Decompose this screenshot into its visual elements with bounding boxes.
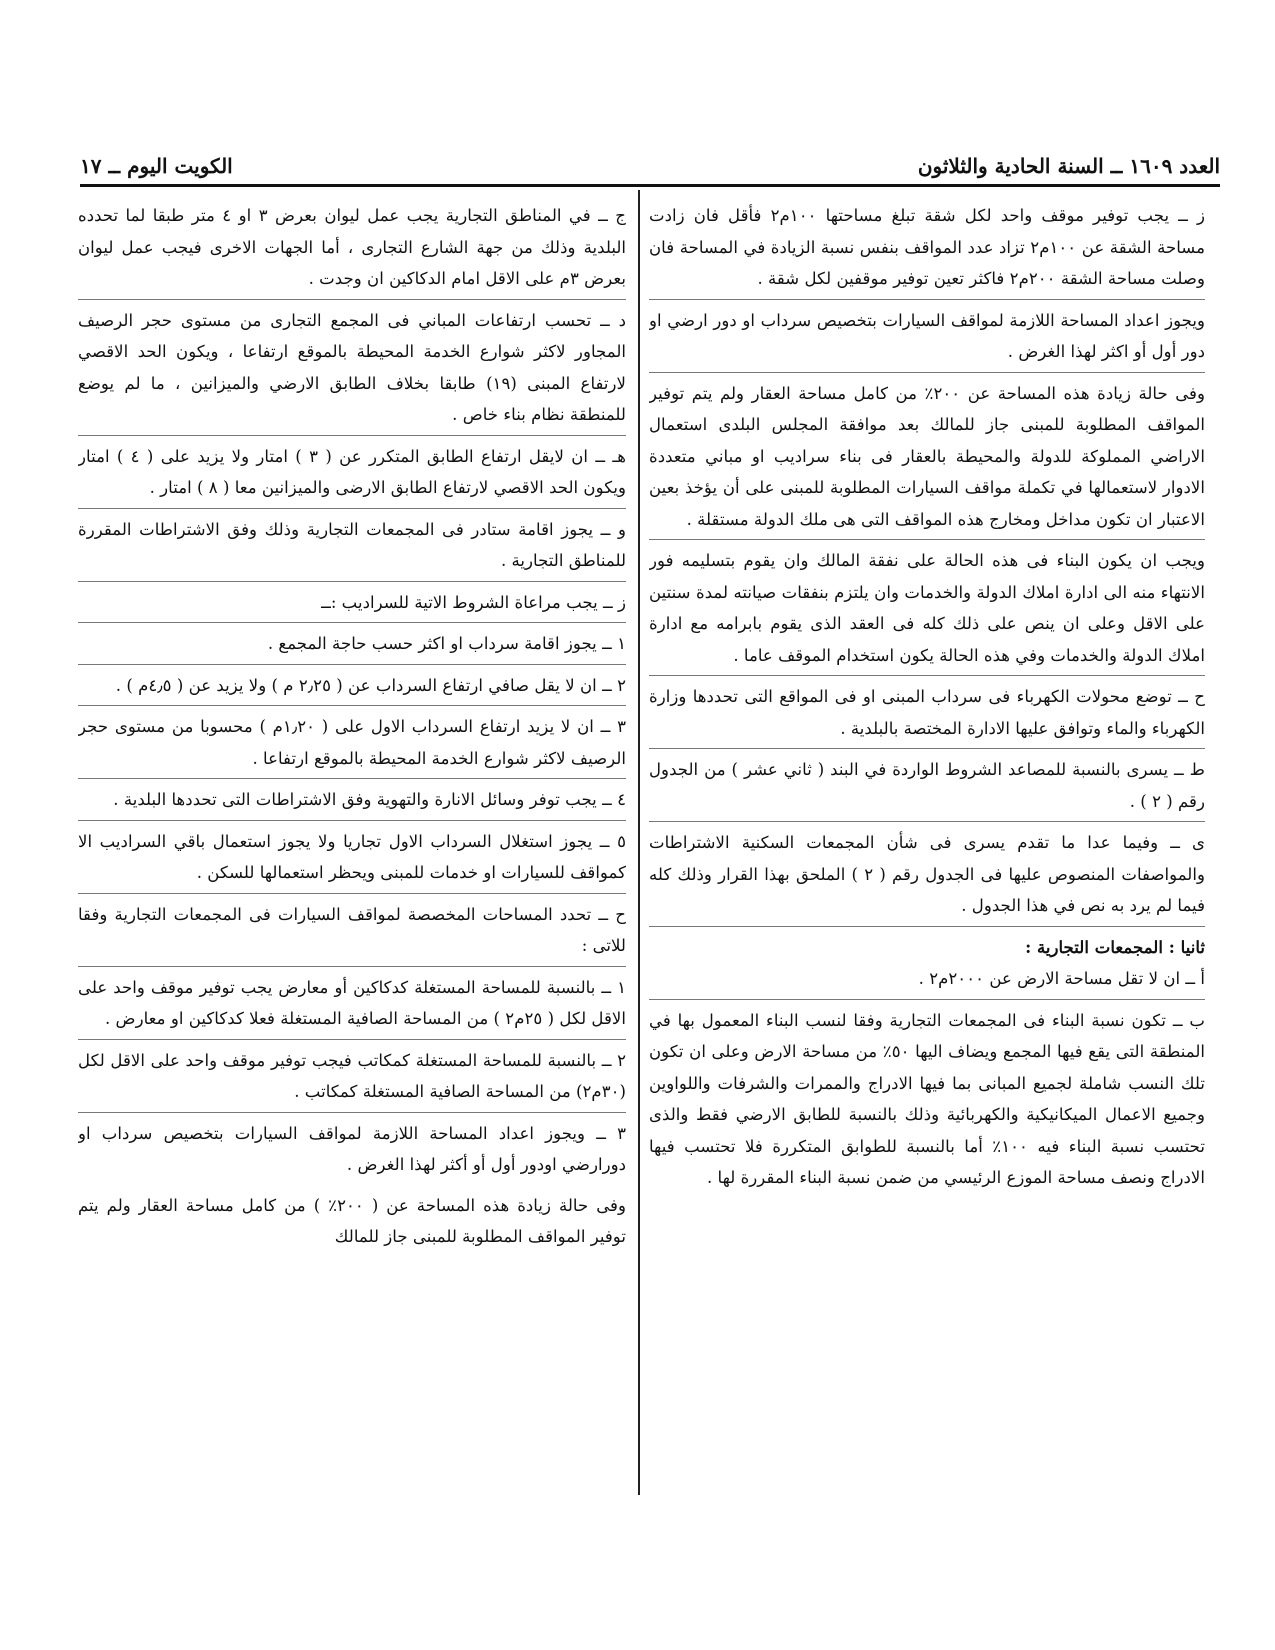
right-column xyxy=(649,200,1205,1490)
publication-page: الكويت اليوم ــ ١٧ xyxy=(80,154,233,178)
paragraph: هـ ــ ان لايقل ارتفاع الطابق المتكرر عن ( ٣ ) امتار ولا يزيد على ( ٤ ) امتار ويكون الحد الاقصي لارتفاع الطابق الارضى والميزانين معا ( ٨ ) امتار . xyxy=(78,441,626,509)
paragraph: ١ ــ يجوز اقامة سرداب او اكثر حسب حاجة المجمع . xyxy=(78,628,626,665)
issue-info: العدد ١٦٠٩ ــ السنة الحادية والثلاثون xyxy=(917,154,1220,178)
paragraph: ٥ ــ يجوز استغلال السرداب الاول تجاريا ولا يجوز استعمال باقي السراديب الا كمواقف للسيارات او خدمات للمبنى ويحظر استعمالها للسكن . xyxy=(78,826,626,894)
paragraph: ح ــ تحدد المساحات المخصصة لمواقف السيارات فى المجمعات التجارية وفقا للاتى : xyxy=(78,899,626,967)
paragraph: ى ــ وفيما عدا ما تقدم يسرى فى شأن المجمعات السكنية الاشتراطات والمواصفات المنصوص عليها فى الجدول رقم ( ٢ ) الملحق بهذا القرار وذلك كله فيما لم يرد به نص في هذا الجدول . xyxy=(649,827,1205,927)
paragraph: ويجب ان يكون البناء فى هذه الحالة على نفقة المالك وان يقوم بتسليمه فور الانتهاء منه الى ادارة املاك الدولة والخدمات وان يلتزم بنفقات صيانته لمدة سنتين على الاقل وعلى ان ينص على ذلك كله فى العقد الذى يقوم بابرامه مع ادارة املاك الدولة والخدمات وفي هذه الحالة يكون استخدام الموقف عاما . xyxy=(649,545,1205,676)
paragraph: د ــ تحسب ارتفاعات المباني فى المجمع التجارى من مستوى حجر الرصيف المجاور لاكثر شوارع الخدمة المحيطة بالموقع ارتفاعا ، ويكون الحد الاقصي لارتفاع المبنى (١٩) طابقا بخلاف الطابق الارضي والميزانين ، ما لم يوضع للمنطقة نظام بناء خاص . xyxy=(78,305,626,436)
paragraph: و ــ يجوز اقامة ستادر فى المجمعات التجارية وذلك وفق الاشتراطات المقررة للمناطق التجارية . xyxy=(78,514,626,582)
paragraph: ١ ــ بالنسبة للمساحة المستغلة كدكاكين أو معارض يجب توفير موقف واحد على الاقل لكل ( ٢٥م٢ ) من المساحة الصافية المستغلة فعلا كدكاكين او معارض . xyxy=(78,972,626,1040)
paragraph: ٢ ــ ان لا يقل صافي ارتفاع السرداب عن ( ٢٫٢٥ م ) ولا يزيد عن ( ٤٫٥م ) . xyxy=(78,670,626,707)
paragraph: وفى حالة زيادة هذه المساحة عن ٢٠٠٪ من كامل مساحة العقار ولم يتم توفير المواقف المطلوبة للمبنى جاز للمالك بعد موافقة المجلس البلدى استعمال الاراضي المملوكة للدولة والمحيطة بالعقار فى بناء سراديب او مباني متعددة الادوار لاستعمالها في تكملة مواقف السيارات المطلوبة للمبنى على أن يؤخذ بعين الاعتبار ان تكون مداخل ومخارج هذه المواقف التى هى ملك الدولة مستقلة . xyxy=(649,378,1205,541)
left-column xyxy=(78,200,626,1490)
page-header xyxy=(80,150,1220,180)
paragraph: ط ــ يسرى بالنسبة للمصاعد الشروط الواردة في البند ( ثاني عشر ) من الجدول رقم ( ٢ ) . xyxy=(649,754,1205,822)
column-divider xyxy=(638,190,640,1495)
paragraph: ٤ ــ يجب توفر وسائل الانارة والتهوية وفق الاشتراطات التى تحددها البلدية . xyxy=(78,784,626,821)
paragraph: ٣ ــ ويجوز اعداد المساحة اللازمة لمواقف السيارات بتخصيص سرداب او دورارضي اودور أول أو أكثر لهذا الغرض . xyxy=(78,1123,626,1174)
section-heading: ثانيا : المجمعات التجارية : xyxy=(1025,936,1205,957)
paragraph: ب ــ تكون نسبة البناء فى المجمعات التجارية وفقا لنسب البناء المعمول بها في المنطقة التى يقع فيها المجمع ويضاف اليها ٥٠٪ من مساحة الارض وعلى ان تكون تلك النسب شاملة لجميع المبانى بما فيها الادراج والممرات والشرفات واللواوين وجميع الاعمال الميكانيكية والكهربائية وذلك بالنسبة للطابق الارضي فقط والذى تحتسب نسبة البناء فيه ١٠٠٪ أما بالنسبة للطوابق المتكررة فلا تحتسب فيها الادراج ونصف مساحة الموزع الرئيسي من ضمن نسبة البناء المقررة لها . xyxy=(649,1010,1205,1187)
paragraph: ويجوز اعداد المساحة اللازمة لمواقف السيارات بتخصيص سرداب او دور ارضي او دور أول أو اكثر لهذا الغرض . xyxy=(649,305,1205,373)
paragraph: وفى حالة زيادة هذه المساحة عن ( ٢٠٠٪ ) من كامل مساحة العقار ولم يتم توفير المواقف المطلوبة للمبنى جاز للمالك xyxy=(78,1195,626,1246)
paragraph: ج ــ في المناطق التجارية يجب عمل ليوان بعرض ٣ او ٤ متر طبقا لما تحدده البلدية وذلك من جهة الشارع التجارى ، أما الجهات الاخرى فيجب عمل ليوان بعرض ٣م على الاقل امام الدكاكين ان وجدت . xyxy=(78,200,626,300)
paragraph: أ ــ ان لا تقل مساحة الارض عن ٢٠٠٠م٢ . xyxy=(649,963,1205,1000)
paragraph: ز ــ يجب مراعاة الشروط الاتية للسراديب :ــ xyxy=(78,587,626,624)
paragraph: ح ــ توضع محولات الكهرباء فى سرداب المبنى او فى المواقع التى تحددها وزارة الكهرباء والماء وتوافق عليها الادارة المختصة بالبلدية . xyxy=(649,681,1205,749)
header-rule xyxy=(80,184,1220,187)
paragraph: ز ــ يجب توفير موقف واحد لكل شقة تبلغ مساحتها ١٠٠م٢ فأقل فان زادت مساحة الشقة عن ١٠٠م٢ تزاد عدد المواقف بنفس نسبة الزيادة في المساحة فان وصلت مساحة الشقة ٢٠٠م٢ فاكثر تعين توفير موقفين لكل شقة . xyxy=(649,200,1205,300)
paragraph: ٣ ــ ان لا يزيد ارتفاع السرداب الاول على ( ١٫٢٠م ) محسوبا من مستوى حجر الرصيف لاكثر شوارع الخدمة المحيطة بالموقع ارتفاعا . xyxy=(78,711,626,779)
paragraph: ٢ ــ بالنسبة للمساحة المستغلة كمكاتب فيجب توفير موقف واحد على الاقل لكل (٣٠م٢) من المساحة الصافية المستغلة كمكاتب . xyxy=(78,1045,626,1113)
